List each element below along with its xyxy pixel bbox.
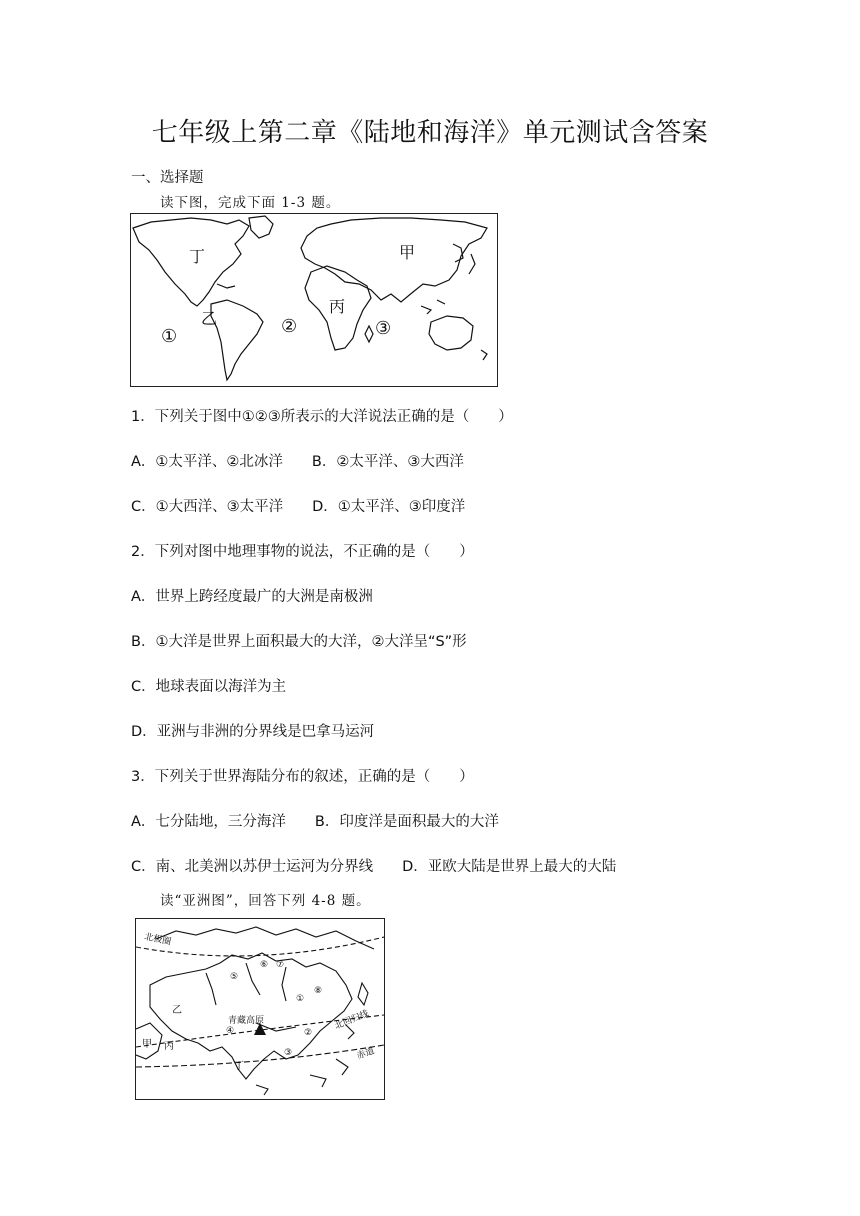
question-3-options-ab: A．七分陆地，三分海洋 B．印度洋是面积最大的大洋: [131, 814, 499, 830]
label-n2: ②: [304, 1028, 313, 1038]
page-title: 七年级上第二章《陆地和海洋》单元测试含答案: [151, 118, 709, 148]
label-n1: ①: [296, 994, 305, 1004]
question-3-stem: 3．下列关于世界海陆分布的叙述，正确的是（ ）: [131, 769, 474, 785]
label-ding: 丁: [234, 1061, 244, 1072]
intro-text-2: 读“亚洲图”，回答下列 4-8 题。: [160, 893, 371, 909]
label-bing: 丙: [164, 1041, 174, 1052]
label-yi: 乙: [201, 309, 218, 328]
question-3-options-cd: C．南、北美洲以苏伊士运河为分界线 D．亚欧大陆是世界上最大的大陆: [131, 859, 617, 875]
ocean-2-label: ②: [281, 316, 298, 337]
question-2-option-a: A．世界上跨经度最广的大洲是南极洲: [131, 589, 373, 605]
world-map-drawing: [131, 214, 497, 386]
label-n4: ④: [226, 1026, 235, 1036]
question-1-options-cd: C．①大西洋、③太平洋 D．①太平洋、③印度洋: [131, 499, 466, 515]
label-equator: 赤道: [355, 1046, 376, 1062]
label-bing: 丙: [329, 297, 346, 316]
label-ding: 丁: [189, 247, 206, 266]
question-2-option-d: D．亚洲与非洲的分界线是巴拿马运河: [131, 724, 375, 740]
ocean-1-label: ①: [161, 326, 178, 347]
label-n5: ⑤: [230, 972, 239, 982]
intro-text-1: 读下图，完成下面 1-3 题。: [160, 195, 341, 211]
label-n3: ③: [284, 1048, 293, 1058]
label-n6: ⑥: [260, 960, 269, 970]
asia-map-drawing: [136, 919, 384, 1099]
label-tropic: 北回归线: [333, 1009, 371, 1032]
question-2-option-c: C．地球表面以海洋为主: [131, 679, 287, 695]
question-1-stem: 1．下列关于图中①②③所表示的大洋说法正确的是（ ）: [131, 409, 513, 425]
label-plateau: 青藏高原: [228, 1016, 265, 1026]
question-1-options-ab: A．①太平洋、②北冰洋 B．②太平洋、③大西洋: [131, 454, 464, 470]
world-map: [130, 213, 498, 387]
asia-map: [135, 918, 385, 1100]
label-arctic-circle: 北极圈: [143, 932, 172, 948]
section-heading: 一、选择题: [131, 170, 204, 186]
label-jia: 甲: [399, 243, 416, 262]
question-2-option-b: B．①大洋是世界上面积最大的大洋，②大洋呈“S”形: [131, 634, 467, 650]
ocean-3-label: ③: [375, 318, 392, 339]
question-2-stem: 2．下列对图中地理事物的说法，不正确的是（ ）: [131, 544, 474, 560]
label-n7: ⑦: [276, 960, 285, 970]
label-jia: 甲: [142, 1039, 152, 1050]
label-yi: 乙: [172, 1005, 182, 1016]
label-n8: ⑧: [314, 986, 323, 996]
